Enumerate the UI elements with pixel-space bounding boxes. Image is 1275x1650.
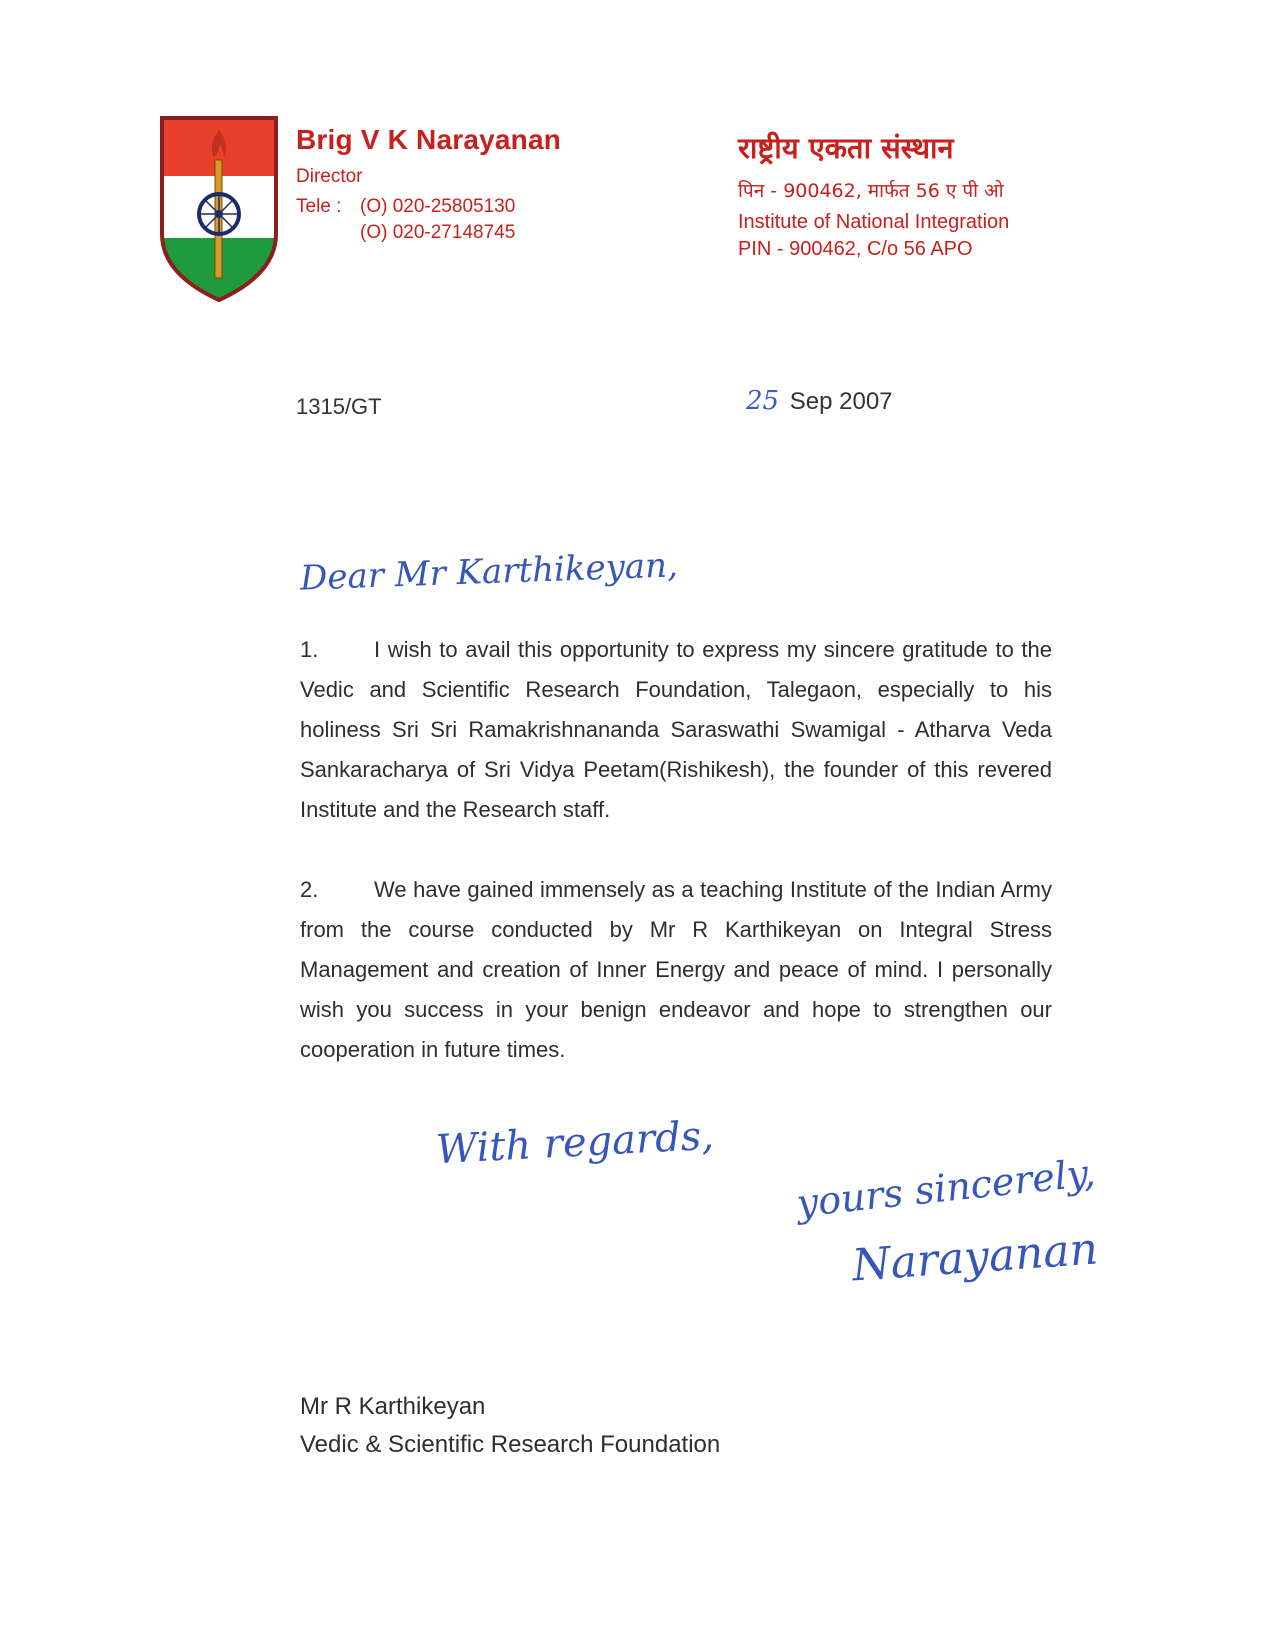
telephone-block <box>296 194 561 246</box>
sender-title: Director <box>296 166 363 187</box>
sender-name: Brig V K Narayanan <box>296 124 562 155</box>
tele-label: Tele : <box>296 196 342 217</box>
sender-block <box>296 124 561 246</box>
closing-regards: With regards, <box>434 1112 715 1174</box>
addressee-name: Mr R Karthikeyan <box>300 1393 486 1420</box>
printed-date: Sep 2007 <box>789 388 893 415</box>
shield-emblem-icon <box>158 114 280 304</box>
paragraph-1 <box>300 630 1052 830</box>
tele-number-1: (O) 020-25805130 <box>360 196 516 217</box>
addressee-organization: Vedic & Scientific Research Foundation <box>300 1431 721 1458</box>
institute-name: Institute of National Integration <box>738 211 1010 233</box>
yours-sincerely: yours sincerely, <box>794 1150 1098 1226</box>
letter-date <box>746 386 893 416</box>
tele-number-2: (O) 020-27148745 <box>360 222 516 243</box>
signature: Narayanan <box>850 1223 1100 1292</box>
paragraph-text: I wish to avail this opportunity to express my sincere gratitude to the Vedic and Scientific Research Foundation, Talegaon, especially to his holiness Sri Sri Ramakrishnananda Saraswathi Swamigal - Atharva Veda Sankaracharya of Sri Vidya Peetam(Rishikesh), the founder of this revered Institute and the Research staff. <box>300 637 1052 822</box>
salutation: Dear Mr Karthikeyan, <box>299 545 679 599</box>
paragraph-2 <box>300 870 1052 1070</box>
institute-pin: PIN - 900462, C/o 56 APO <box>738 238 973 260</box>
handwritten-day: 25 <box>746 386 780 416</box>
institute-hindi-title: राष्ट्रीय एकता संस्थान <box>738 131 954 165</box>
institute-block <box>738 128 1009 261</box>
reference-number: 1315/GT <box>296 394 382 419</box>
institute-hindi-pin: पिन - 900462, मार्फत 56 ए पी ओ <box>738 180 1004 202</box>
addressee-block <box>300 1388 720 1464</box>
paragraph-number: 1. <box>300 637 319 662</box>
paragraph-text: We have gained immensely as a teaching Institute of the Indian Army from the course conducted by Mr R Karthikeyan on Integral Stress Management and creation of Inner Energy and peace of mind. I personally wish you success in your benign endeavor and hope to strengthen our cooperation in future times. <box>300 877 1052 1062</box>
paragraph-number: 2. <box>300 877 319 902</box>
